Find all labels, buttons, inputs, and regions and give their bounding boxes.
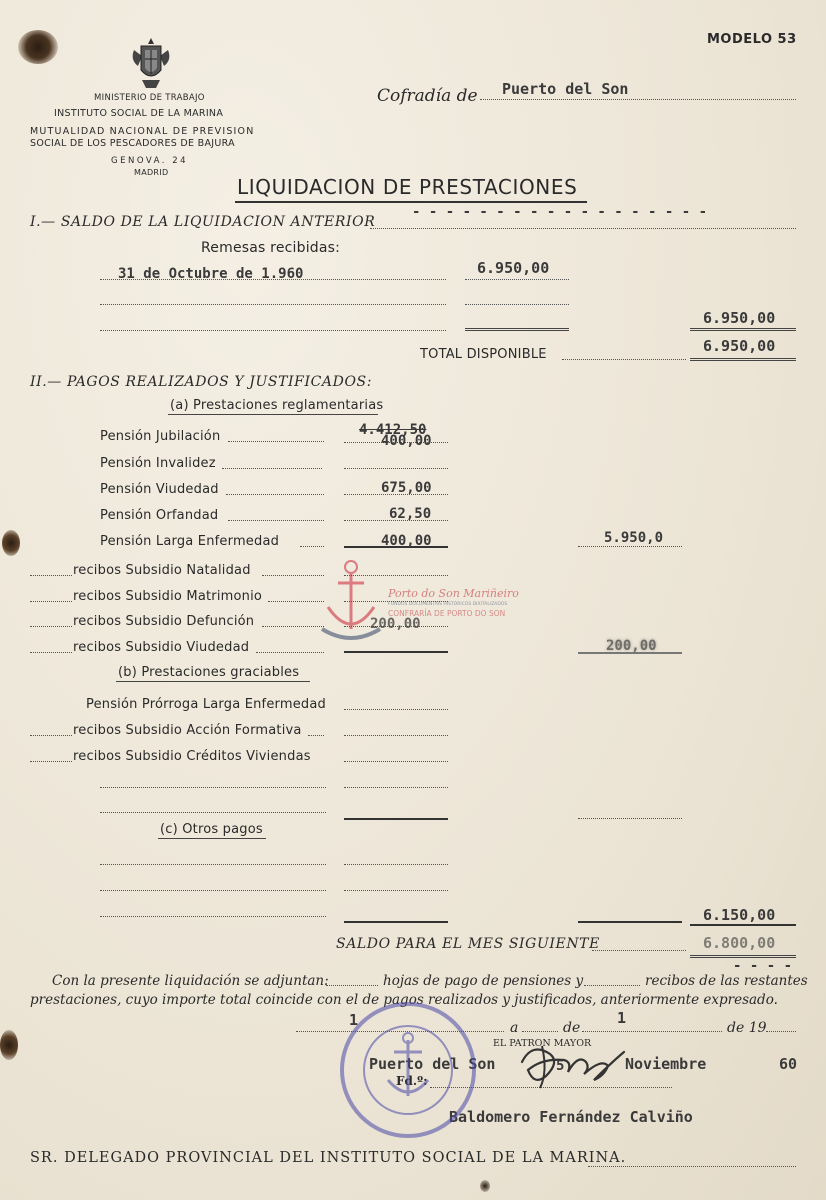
natalidad-dots — [262, 575, 324, 576]
cofradia-seal — [338, 1000, 478, 1140]
blank-amount-1 — [344, 787, 448, 788]
watermark-line-3: CONFRARÍA DE PORTO DO SON — [388, 609, 506, 618]
section1-subtotal: 6.950,00 — [703, 309, 776, 327]
prorroga-label: Pensión Prórroga Larga Enfermedad — [86, 697, 326, 712]
accion-dots — [308, 735, 324, 736]
jubilacion-label: Pensión Jubilación — [100, 429, 221, 444]
saldo-value: 6.800,00 — [703, 934, 776, 952]
burn-stain — [2, 530, 20, 556]
natalidad-count-line — [30, 575, 72, 576]
defuncion-count-line — [30, 626, 72, 627]
blank-amount-3 — [344, 864, 448, 865]
archive-watermark-logo — [318, 555, 384, 647]
remesa-amount-line-2 — [465, 304, 569, 305]
orfandad-label: Pensión Orfandad — [100, 508, 219, 523]
patron-mayor-label: EL PATRON MAYOR — [493, 1038, 592, 1049]
jubilacion-value: 400,00 — [381, 433, 432, 449]
subviudedad-dots — [256, 652, 324, 653]
prorroga-line — [344, 709, 448, 710]
saldo-label: SALDO PARA EL MES SIGUIENTE — [336, 936, 600, 952]
a-total-value: 5.950,0 — [604, 530, 664, 546]
blank-line-1 — [100, 787, 326, 788]
date-day: 1 — [349, 1011, 359, 1029]
page-title: LIQUIDACION DE PRESTACIONES — [237, 175, 578, 199]
instituto-label: INSTITUTO SOCIAL DE LA MARINA — [54, 108, 224, 119]
reglamentarias-underline — [168, 414, 378, 415]
subviudedad-total: 200,00 — [606, 638, 657, 654]
blank-line-2 — [100, 812, 326, 813]
viudedad-value: 675,00 — [381, 480, 432, 496]
mutualidad-label-2: SOCIAL DE LOS PESCADORES DE BAJURA — [30, 138, 235, 149]
orfandad-dots — [228, 520, 324, 521]
total-disponible-line — [690, 358, 796, 361]
footer-text-1b: hojas de pago de pensiones y — [383, 973, 584, 989]
remesa-amount: 6.950,00 — [477, 259, 550, 277]
date-de19-label: de 19 — [727, 1020, 767, 1036]
title-underline — [235, 201, 587, 203]
accion-line — [344, 735, 448, 736]
remesa-line-3 — [100, 330, 446, 331]
prestaciones-reglamentarias-label: (a) Prestaciones reglamentarias — [170, 398, 384, 413]
invalidez-dots — [222, 468, 322, 469]
invalidez-line — [344, 468, 448, 469]
larga-enfermedad-value: 400,00 — [381, 533, 432, 549]
total-disponible-label: TOTAL DISPONIBLE — [420, 347, 547, 362]
jubilacion-dots — [228, 441, 324, 442]
remesa-sum-line — [465, 328, 569, 331]
blank-amount-4 — [344, 890, 448, 891]
date-year-line — [766, 1031, 796, 1032]
footer-text-1a: Con la presente liquidación se adjuntan: — [52, 973, 329, 989]
blank-line-5 — [100, 916, 326, 917]
defuncion-dots — [262, 626, 324, 627]
c-total-line — [578, 921, 682, 923]
subviudedad-total-line — [578, 652, 682, 654]
a-total-line — [578, 546, 682, 547]
burn-stain — [480, 1180, 490, 1192]
delegado-label: SR. DELEGADO PROVINCIAL DEL INSTITUTO SOCIAL DE LA MARINA. — [30, 1150, 627, 1166]
creditos-line — [344, 761, 448, 762]
mutualidad-label-1: MUTUALIDAD NACIONAL DE PREVISION — [30, 126, 255, 137]
subviudedad-line — [344, 651, 448, 653]
date-month-num: 1 — [617, 1009, 627, 1027]
subviudedad-count-line — [30, 652, 72, 653]
larga-enfermedad-label: Pensión Larga Enfermedad — [100, 534, 280, 549]
c-sum-line — [344, 921, 448, 923]
total-pagos-value: 6.150,00 — [703, 906, 776, 924]
blank-line-3 — [100, 864, 326, 865]
year-value: 60 — [779, 1055, 798, 1073]
burn-stain — [18, 30, 58, 64]
remesa-date: 31 de Octubre de 1.960 — [118, 266, 304, 282]
viudedad-dots — [226, 494, 324, 495]
direccion-label: GENOVA. 24 — [111, 156, 189, 166]
date-de-label: de — [563, 1020, 581, 1036]
invalidez-label: Pensión Invalidez — [100, 456, 216, 471]
ciudad-label: MADRID — [134, 168, 169, 177]
jubilacion-struck: 4.412,50 — [359, 422, 427, 438]
defuncion-label: recibos Subsidio Defunción — [73, 614, 255, 629]
total-disponible-dots — [562, 359, 686, 360]
saldo-dashes: - - - - — [733, 958, 793, 974]
date-a-label: a — [510, 1020, 519, 1036]
graciables-underline — [116, 681, 310, 682]
recibos-count-line — [584, 985, 640, 986]
hojas-count-line — [326, 985, 378, 986]
coat-of-arms-icon — [128, 36, 174, 90]
total-pagos-line — [690, 924, 796, 926]
b-total-line — [578, 818, 682, 819]
otros-pagos-label: (c) Otros pagos — [160, 822, 263, 837]
subtotal-line — [690, 328, 796, 331]
place-num: 5 — [556, 1058, 565, 1074]
prestaciones-graciables-label: (b) Prestaciones graciables — [118, 665, 300, 680]
viudedad-label: Pensión Viudedad — [100, 482, 219, 497]
section1-label: I.— SALDO DE LA LIQUIDACION ANTERIOR — [30, 214, 376, 230]
subviudedad-label: recibos Subsidio Viudedad — [73, 640, 250, 655]
matrimonio-count-line — [30, 601, 72, 602]
place-value: Puerto del Son — [369, 1055, 496, 1073]
cofradia-line — [480, 99, 796, 100]
footer-text-1c: recibos de las restantes — [645, 973, 808, 989]
accion-count-line — [30, 735, 72, 736]
month-value: Noviembre — [625, 1055, 707, 1073]
signer-name: Baldomero Fernández Calviño — [449, 1108, 693, 1126]
natalidad-label: recibos Subsidio Natalidad — [73, 563, 251, 578]
orfandad-value: 62,50 — [389, 506, 432, 522]
modelo-label: MODELO 53 — [707, 32, 797, 47]
remesa-line-2 — [100, 304, 446, 305]
remesas-label: Remesas recibidas: — [201, 240, 341, 256]
section2-label: II.— PAGOS REALIZADOS Y JUSTIFICADOS: — [30, 374, 373, 390]
fdo-label: Fd.º: — [396, 1074, 428, 1088]
larga-enfermedad-dots — [300, 546, 324, 547]
cofradia-label: Cofradía de — [377, 86, 478, 106]
saldo-dots — [592, 950, 686, 951]
section1-line — [370, 228, 796, 229]
matrimonio-dots — [268, 601, 324, 602]
defuncion-value: 200,00 — [370, 616, 421, 632]
remesa-amount-line-1 — [465, 279, 569, 280]
creditos-viviendas-label: recibos Subsidio Créditos Viviendas — [73, 749, 311, 764]
watermark-line-2: FONDOS DOCUMENTAIS HISTÓRICOS DIXITALIZADOS — [388, 602, 508, 607]
otros-pagos-underline — [158, 838, 266, 839]
accion-formativa-label: recibos Subsidio Acción Formativa — [73, 723, 302, 738]
matrimonio-label: recibos Subsidio Matrimonio — [73, 589, 263, 604]
footer-text-2: prestaciones, cuyo importe total coincide con el de pagos realizados y justificados, anteriormente expresado. — [30, 992, 778, 1008]
delegado-line — [588, 1166, 796, 1167]
signature — [512, 1032, 632, 1092]
section1-dashes: - - - - - - - - - - - - - - - - - - — [412, 204, 708, 220]
burn-stain — [0, 1030, 18, 1060]
total-disponible-value: 6.950,00 — [703, 337, 776, 355]
creditos-count-line — [30, 761, 72, 762]
blank-line-4 — [100, 890, 326, 891]
ministerio-label: MINISTERIO DE TRABAJO — [94, 93, 205, 103]
watermark-line-1: Porto do Son Mariñeiro — [388, 587, 519, 600]
cofradia-value: Puerto del Son — [502, 80, 629, 98]
b-sum-line — [344, 818, 448, 820]
